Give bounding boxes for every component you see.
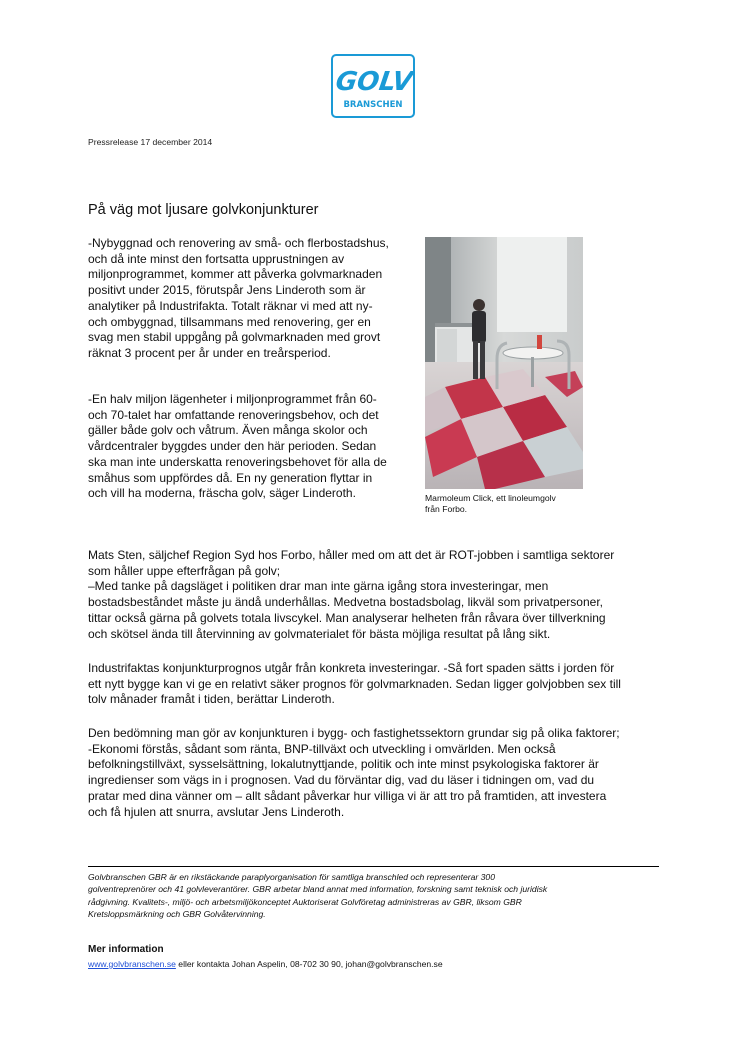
footer-divider <box>88 866 659 867</box>
contact-line <box>88 959 443 969</box>
text-line: Den bedömning man gör av konjunkturen i bygg- och fastighetssektorn grundar sig på olika faktorer; <box>88 726 620 740</box>
text-line: Mats Sten, säljchef Region Syd hos Forbo, håller med om att det är ROT-jobben i samtliga sektorer <box>88 548 615 562</box>
text-line: och 70-talet har omfattande renoveringsbehov, och det <box>88 407 379 422</box>
text-line: och få hjulen att snurra, avslutar Jens Linderoth. <box>88 804 345 819</box>
text-line: analytiker på Industrifakta. Totalt räknar vi med att ny- <box>88 298 373 313</box>
kitchen-floor-photo <box>425 237 583 489</box>
text-line: ska man inte underskatta renoveringsbehovet för alla de <box>88 454 387 469</box>
text-line: räknat 3 procent per år under en treårsperiod. <box>88 345 331 360</box>
text-line: tolv månader framåt i tiden, berättar Linderoth. <box>88 692 335 707</box>
press-release-date: Pressrelease 17 december 2014 <box>88 137 213 147</box>
photo-caption <box>425 493 595 515</box>
text-line: tittar också gärna på golvets totala livscykel. Man analyserar helheten från råvara över tillverkning <box>88 610 606 625</box>
text-line: positivt under 2015, förutspår Jens Linderoth som är <box>88 283 366 298</box>
text-line: Industrifaktas konjunkturprognos utgår från konkreta investeringar. -Så fort spaden sätts i jorden för <box>88 661 615 675</box>
text-line: pratar med dina vänner om – allt sådant påverkar hur villiga vi är att tro på framtiden, att investera <box>88 788 607 803</box>
logo-word: GOLV <box>333 67 415 97</box>
organisation-note <box>88 871 663 920</box>
text-line: -Ekonomi förstås, sådant som ränta, BNP-tillväxt och utveckling i omvärlden. Men också <box>88 741 556 756</box>
text-line: –Med tanke på dagsläget i politiken drar man inte gärna igång stora investeringar, men <box>88 579 549 594</box>
text-line: ett nytt bygge kan vi ge en relativt säker prognos för golvmarknaden. Sedan ligger golvjobben sex till <box>88 676 621 691</box>
text-line: vårdcentraler byggdes under den här perioden. Sedan <box>88 439 377 454</box>
text-line: och ombyggnad, tillsammans med renovering, ger en <box>88 314 371 329</box>
contact-details: eller kontakta Johan Aspelin, 08-702 30 90, johan@golvbranschen.se <box>175 959 443 969</box>
text-line: och skötsel ända till återvinning av golvmaterialet för bästa möjliga resultat på lång sikt. <box>88 626 551 641</box>
text-line: och då inte minst den fortsatta upprustningen av <box>88 251 345 266</box>
text-line: miljonprogrammet, kommer att påverka golvmarknaden <box>88 267 383 282</box>
text-line: ingredienser som vägs in i prognosen. Vad du förväntar dig, vad du läser i tidningen om, vad du <box>88 773 595 788</box>
headline: På väg mot ljusare golvkonjunkturer <box>88 202 319 218</box>
text-line: som håller uppe efterfrågan på golv; <box>88 563 281 578</box>
logo-sub: BRANSCHEN <box>343 100 403 110</box>
text-line: bostadsbeståndet måste ju ändå underhållas. Medvetna bostadsbolag, likväl som privatpersoner, <box>88 595 603 610</box>
text-line: småhus som uppfördes då. En ny generation flyttar in <box>88 470 373 485</box>
body-paragraph-3 <box>88 726 663 820</box>
note-line: Golvbranschen GBR är en rikstäckande paraplyorganisation för samtliga branschled och representerar 300 <box>88 872 495 882</box>
text-line: befolkningstillväxt, sysselsättning, lokalutnyttjande, politik och inte minst psykologiska faktorer är <box>88 757 599 772</box>
caption-line: Marmoleum Click, ett linoleumgolv <box>425 493 556 503</box>
text-line: och vill ha moderna, fräscha golv, säger Linderoth. <box>88 486 356 501</box>
intro-paragraph-1 <box>88 236 418 362</box>
caption-line: från Forbo. <box>425 504 468 514</box>
note-line: Kretsloppsmärkning och GBR Golvåtervinning. <box>88 908 266 919</box>
text-line: gäller både golv och våtrum. Även många skolor och <box>88 423 368 438</box>
more-info-heading: Mer information <box>88 944 164 955</box>
note-line: rådgivning. Kvalitets-, miljö- och arbetsmiljökonceptet Auktoriserat Golvföretag administreras av GBR, liksom GBR <box>88 896 522 907</box>
intro-paragraph-2 <box>88 392 418 502</box>
golvbranschen-logo <box>331 54 415 118</box>
body-paragraph-2 <box>88 661 663 708</box>
text-line: -En halv miljon lägenheter i miljonprogrammet från 60- <box>88 392 377 406</box>
website-link[interactable]: www.golvbranschen.se <box>88 959 176 969</box>
text-line: -Nybyggnad och renovering av små- och flerbostadshus, <box>88 236 389 250</box>
note-line: golventreprenörer och 41 golvleverantörer. GBR arbetar bland annat med information, forskning samt teknisk och juridisk <box>88 884 548 895</box>
body-paragraph-1 <box>88 548 663 642</box>
text-line: svag men stabil uppgång på golvmarknaden med grovt <box>88 330 381 345</box>
